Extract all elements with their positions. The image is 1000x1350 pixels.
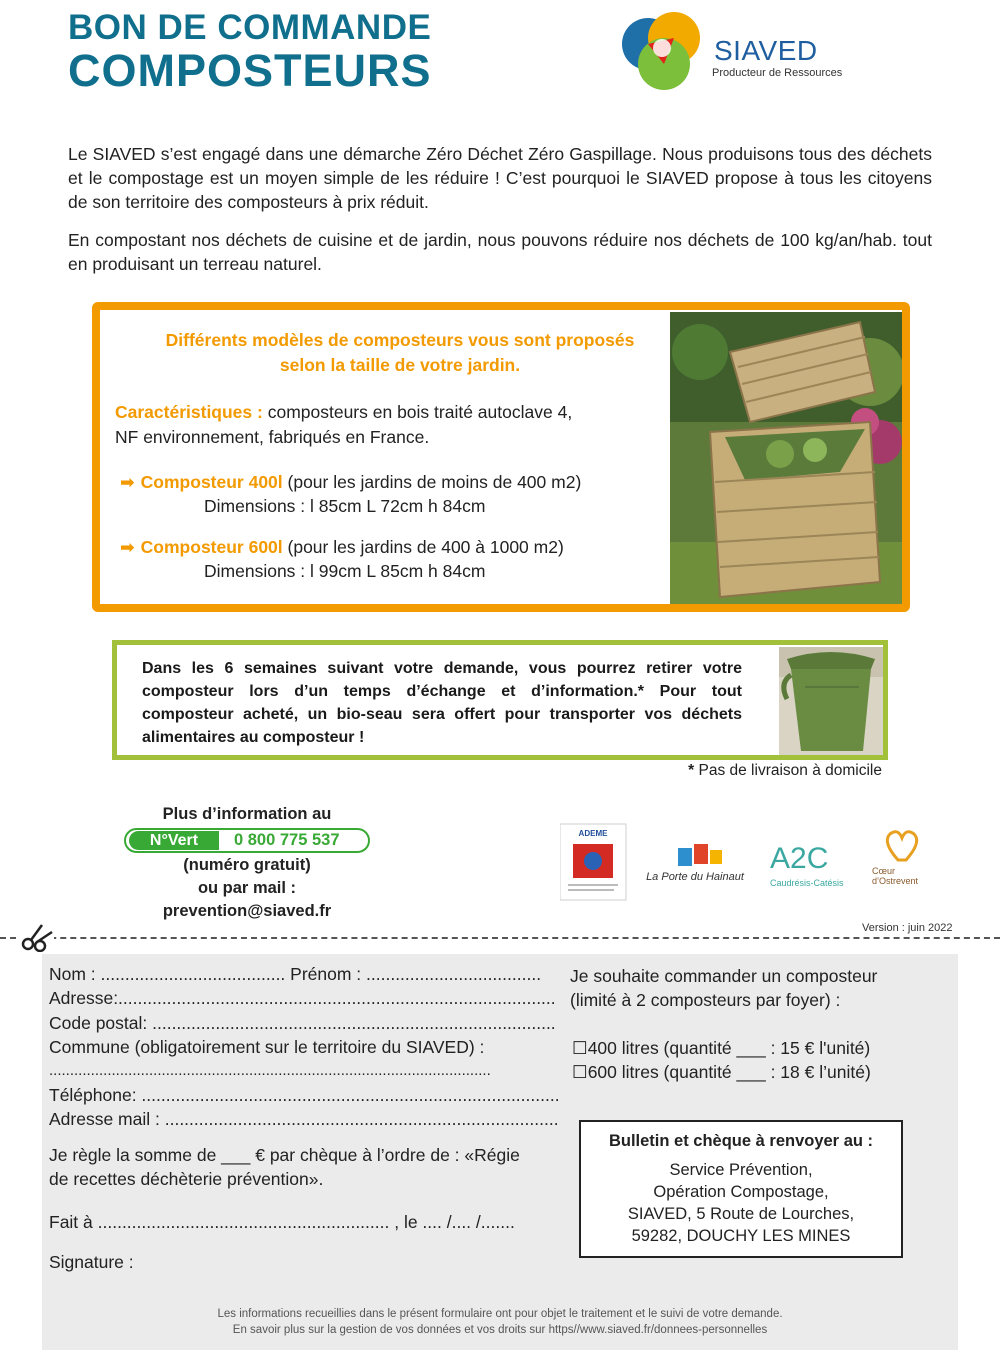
ademe-logo	[560, 824, 626, 900]
partner-logos	[560, 822, 930, 902]
wooden-composter-photo	[670, 312, 902, 604]
note-text: Pas de livraison à domicile	[694, 762, 882, 779]
hainaut-logo-text: La Porte du Hainaut	[646, 871, 744, 883]
models-box	[92, 302, 910, 612]
model-item-600	[120, 535, 680, 583]
coeur-logo-text-1: Cœur	[872, 866, 895, 876]
characteristics-text-1: composteurs en bois traité autoclave 4,	[262, 402, 573, 422]
order-intro-2: (limité à 2 composteurs par foyer) :	[570, 990, 841, 1010]
note-asterisk: *	[688, 762, 695, 779]
model-desc: (pour les jardins de 400 à 1000 m2)	[282, 537, 564, 557]
title-line-2: COMPOSTEURS	[68, 45, 432, 96]
offer-text: Dans les 6 semaines suivant votre demande, vous pourrez retirer votre composteur lors d’un temps d’échange et d’information.* Pour tout composteur acheté, un bio-seau sera offert pour transporter vos déchets alimentaires au composteur !	[142, 660, 742, 746]
option-600-checkbox[interactable]: ☐600 litres (quantité ___ : 18 € l’unité)	[572, 1062, 871, 1082]
contact-email[interactable]: prevention@siaved.fr	[162, 902, 332, 920]
coeur-logo-text-2: d’Ostrevent	[872, 876, 919, 886]
characteristics-label: Caractéristiques :	[115, 402, 263, 422]
privacy-line-1: Les informations recueillies dans le présent formulaire ont pour objet le traitement et le suivi de votre demande.	[217, 1308, 783, 1320]
porte-du-hainaut-logo	[646, 844, 745, 883]
field-fait-a-date[interactable]: Fait à ............................................................ , le .... /.... /.......	[49, 1212, 515, 1232]
option-400-checkbox[interactable]: ☐400 litres (quantité ___ : 15 € l'unité)	[572, 1038, 871, 1058]
characteristics	[115, 400, 655, 450]
model-desc: (pour les jardins de moins de 400 m2)	[282, 472, 582, 492]
numero-vert-badge[interactable]	[124, 828, 370, 853]
order-form	[42, 954, 958, 1350]
return-title: Bulletin et chèque à renvoyer au :	[608, 1132, 874, 1150]
coeur-ostrevent-logo	[872, 832, 919, 886]
contact-line-3: ou par mail :	[197, 879, 297, 897]
title-line-1: BON DE COMMANDE	[68, 8, 432, 47]
siaved-logo	[618, 10, 858, 92]
field-adresse[interactable]: Adresse:..........................................................................................	[49, 988, 556, 1008]
payment-line-1[interactable]: Je règle la somme de ___ € par chèque à l’ordre de : «Régie	[49, 1145, 520, 1165]
field-nom-prenom[interactable]: Nom : ...................................... Prénom : ....................................	[49, 964, 542, 984]
model-dimensions: Dimensions : l 85cm L 72cm h 84cm	[204, 496, 486, 516]
return-line-1: Service Prévention,	[669, 1161, 813, 1179]
return-line-2: Opération Compostage,	[653, 1183, 829, 1201]
models-heading	[120, 328, 680, 378]
ademe-logo-text: ADEME	[578, 829, 608, 838]
return-line-4: 59282, DOUCHY LES MINES	[631, 1227, 851, 1245]
model-dimensions: Dimensions : l 99cm L 85cm h 84cm	[204, 561, 486, 581]
scissors-icon	[20, 922, 54, 952]
contact-line-1: Plus d’information au	[162, 805, 332, 823]
logo-name: SIAVED	[714, 35, 818, 66]
field-adresse-mail[interactable]: Adresse mail : .................................................................................	[49, 1109, 559, 1129]
arrow-right-icon: ➡	[120, 537, 135, 557]
cut-line	[0, 937, 1000, 939]
siaved-logo-icon	[618, 10, 708, 92]
model-name: Composteur 400l	[140, 472, 283, 492]
field-telephone[interactable]: Téléphone: ......................................................................................	[49, 1085, 560, 1105]
model-name: Composteur 600l	[140, 537, 283, 557]
intro-paragraph-1: Le SIAVED s’est engagé dans une démarche Zéro Déchet Zéro Gaspillage. Nous produisons tous des déchets et le compostage est un moyen simple de les réduire ! C’est pourquoi le SIAVED propose à tous les citoyens de son territoire des composteurs à prix réduit.	[68, 144, 932, 212]
a2c-logo	[770, 842, 844, 888]
page-title	[68, 8, 432, 96]
signature-label[interactable]: Signature :	[49, 1252, 134, 1272]
field-commune-label: Commune (obligatoirement sur le territoire du SIAVED) :	[49, 1037, 485, 1057]
privacy-footer	[42, 1306, 958, 1338]
a2c-logo-subtext: Caudrésis-Catésis	[770, 878, 844, 888]
field-commune[interactable]: ..........................................................................................................	[49, 1062, 491, 1079]
offer-box	[112, 640, 888, 760]
numero-vert-label: N°Vert	[129, 831, 219, 850]
contact-info	[122, 803, 372, 923]
a2c-logo-text: A2C	[770, 842, 829, 875]
order-intro-1: Je souhaite commander un composteur	[570, 966, 878, 986]
payment-line-2: de recettes déchèterie prévention».	[49, 1169, 324, 1189]
privacy-line-2: En savoir plus sur la gestion de vos données et vos droits sur https//www.siaved.fr/donnees-personnelles	[232, 1324, 768, 1336]
arrow-right-icon: ➡	[120, 472, 135, 492]
return-line-3: SIAVED, 5 Route de Lourches,	[627, 1205, 855, 1223]
contact-line-2: (numéro gratuit)	[183, 856, 311, 874]
model-item-400	[120, 470, 680, 518]
characteristics-text-2: NF environnement, fabriqués en France.	[115, 427, 430, 447]
no-delivery-note	[560, 762, 882, 780]
bio-bucket-photo	[779, 647, 883, 755]
version-label: Version : juin 2022	[862, 922, 953, 934]
return-address-box	[579, 1120, 903, 1258]
field-code-postal[interactable]: Code postal: ...................................................................................	[49, 1013, 556, 1033]
logo-tagline: Producteur de Ressources	[712, 67, 843, 79]
numero-vert-number: 0 800 775 537	[234, 831, 340, 849]
models-heading-line-2: selon la taille de votre jardin.	[279, 355, 521, 375]
intro-paragraph-2: En compostant nos déchets de cuisine et de jardin, nous pouvons réduire nos déchets de 100 kg/an/hab. tout en produisant un terreau naturel.	[68, 230, 932, 274]
models-heading-line-1: Différents modèles de composteurs vous sont proposés	[165, 330, 635, 350]
